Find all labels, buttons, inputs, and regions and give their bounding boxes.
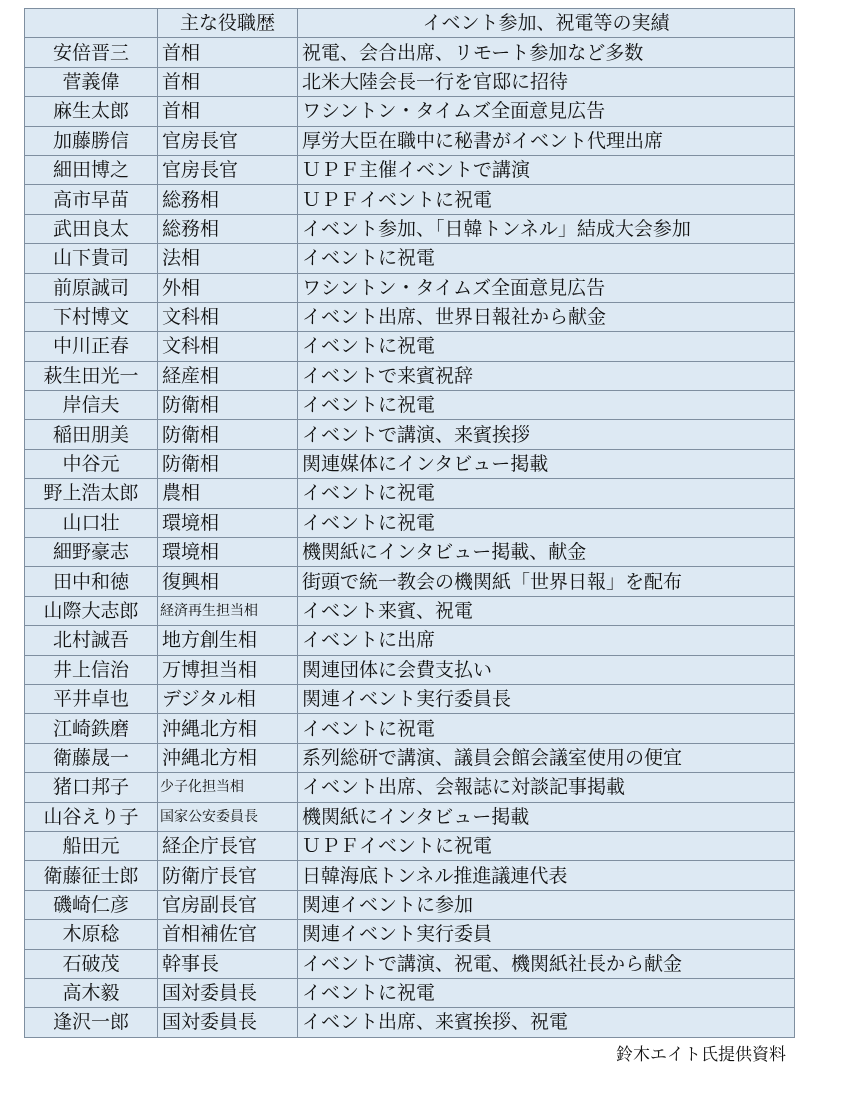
table-row — [25, 361, 795, 390]
table-row — [25, 126, 795, 155]
name-cell: 武田良太 — [25, 214, 158, 243]
name-cell: 江崎鉄磨 — [25, 714, 158, 743]
name-cell: 船田元 — [25, 831, 158, 860]
table-row — [25, 391, 795, 420]
name-cell: 中谷元 — [25, 449, 158, 478]
activity-cell: 厚労大臣在職中に秘書がイベント代理出席 — [298, 126, 795, 155]
role-cell: 少子化担当相 — [158, 773, 298, 802]
role-cell: 官房長官 — [158, 155, 298, 184]
name-cell: 細野豪志 — [25, 538, 158, 567]
role-cell: 防衛相 — [158, 420, 298, 449]
activity-cell: イベントで来賓祝辞 — [298, 361, 795, 390]
table-row — [25, 97, 795, 126]
activity-cell: イベント参加、「日韓トンネル」結成大会参加 — [298, 214, 795, 243]
table-row — [25, 655, 795, 684]
activity-cell: 関連イベント実行委員長 — [298, 684, 795, 713]
name-cell: 中川正春 — [25, 332, 158, 361]
activity-cell: イベントに出席 — [298, 626, 795, 655]
name-cell: 前原誠司 — [25, 273, 158, 302]
role-cell: 復興相 — [158, 567, 298, 596]
role-cell: 法相 — [158, 244, 298, 273]
name-cell: 山下貴司 — [25, 244, 158, 273]
role-cell: 環境相 — [158, 508, 298, 537]
table-row — [25, 802, 795, 831]
activity-cell: 関連イベント実行委員 — [298, 920, 795, 949]
header-activity: イベント参加、祝電等の実績 — [298, 9, 795, 38]
activity-cell: イベントで講演、来賓挨拶 — [298, 420, 795, 449]
role-cell: 沖縄北方相 — [158, 743, 298, 772]
activity-cell: ワシントン・タイムズ全面意見広告 — [298, 97, 795, 126]
name-cell: 岸信夫 — [25, 391, 158, 420]
role-cell: 幹事長 — [158, 949, 298, 978]
activity-cell: 北米大陸会長一行を官邸に招待 — [298, 67, 795, 96]
activity-cell: 祝電、会合出席、リモート参加など多数 — [298, 38, 795, 67]
table-row — [25, 567, 795, 596]
header-name — [25, 9, 158, 38]
table-row — [25, 273, 795, 302]
table-row — [25, 949, 795, 978]
activity-cell: 関連媒体にインタビュー掲載 — [298, 449, 795, 478]
header-role: 主な役職歴 — [158, 9, 298, 38]
name-cell: 石破茂 — [25, 949, 158, 978]
name-cell: 北村誠吾 — [25, 626, 158, 655]
name-cell: 高木毅 — [25, 978, 158, 1007]
role-cell: 文科相 — [158, 332, 298, 361]
activity-cell: ＵＰＦイベントに祝電 — [298, 831, 795, 860]
table-row — [25, 920, 795, 949]
activity-cell: イベントに祝電 — [298, 332, 795, 361]
role-cell: 国家公安委員長 — [158, 802, 298, 831]
table-row — [25, 38, 795, 67]
table-row — [25, 714, 795, 743]
activity-cell: イベント出席、来賓挨拶、祝電 — [298, 1008, 795, 1037]
role-cell: 防衛相 — [158, 391, 298, 420]
role-cell: 防衛相 — [158, 449, 298, 478]
name-cell: 安倍晋三 — [25, 38, 158, 67]
role-cell: 首相補佐官 — [158, 920, 298, 949]
role-cell: 防衛庁長官 — [158, 861, 298, 890]
name-cell: 山口壮 — [25, 508, 158, 537]
source-credit: 鈴木エイト氏提供資料 — [616, 1044, 786, 1065]
table-row — [25, 626, 795, 655]
activity-cell: イベントで講演、祝電、機関紙社長から献金 — [298, 949, 795, 978]
table-row — [25, 449, 795, 478]
table-row — [25, 538, 795, 567]
table-header-row — [25, 9, 795, 38]
role-cell: 首相 — [158, 67, 298, 96]
activity-cell: イベント出席、世界日報社から献金 — [298, 302, 795, 331]
activity-cell: イベント来賓、祝電 — [298, 596, 795, 625]
activity-cell: イベント出席、会報誌に対談記事掲載 — [298, 773, 795, 802]
role-cell: 経産相 — [158, 361, 298, 390]
activity-cell: 街頭で統一教会の機関紙「世界日報」を配布 — [298, 567, 795, 596]
name-cell: 山谷えり子 — [25, 802, 158, 831]
table-row — [25, 861, 795, 890]
role-cell: デジタル相 — [158, 684, 298, 713]
name-cell: 平井卓也 — [25, 684, 158, 713]
name-cell: 木原稔 — [25, 920, 158, 949]
name-cell: 稲田朋美 — [25, 420, 158, 449]
activity-cell: 機関紙にインタビュー掲載、献金 — [298, 538, 795, 567]
activity-cell: ＵＰＦイベントに祝電 — [298, 185, 795, 214]
table-row — [25, 831, 795, 860]
name-cell: 猪口邦子 — [25, 773, 158, 802]
role-cell: 国対委員長 — [158, 1008, 298, 1037]
name-cell: 衛藤征士郎 — [25, 861, 158, 890]
activity-cell: イベントに祝電 — [298, 508, 795, 537]
table-row — [25, 508, 795, 537]
activity-cell: イベントに祝電 — [298, 978, 795, 1007]
activity-cell: 系列総研で講演、議員会館会議室使用の便宜 — [298, 743, 795, 772]
activity-cell: イベントに祝電 — [298, 244, 795, 273]
role-cell: 経企庁長官 — [158, 831, 298, 860]
name-cell: 細田博之 — [25, 155, 158, 184]
role-cell: 総務相 — [158, 214, 298, 243]
table-row — [25, 302, 795, 331]
activity-cell: ワシントン・タイムズ全面意見広告 — [298, 273, 795, 302]
role-cell: 沖縄北方相 — [158, 714, 298, 743]
table-row — [25, 1008, 795, 1037]
role-cell: 首相 — [158, 97, 298, 126]
role-cell: 官房副長官 — [158, 890, 298, 919]
table-row — [25, 155, 795, 184]
table-row — [25, 743, 795, 772]
name-cell: 衛藤晟一 — [25, 743, 158, 772]
table-row — [25, 773, 795, 802]
name-cell: 野上浩太郎 — [25, 479, 158, 508]
name-cell: 萩生田光一 — [25, 361, 158, 390]
name-cell: 加藤勝信 — [25, 126, 158, 155]
role-cell: 地方創生相 — [158, 626, 298, 655]
table-row — [25, 479, 795, 508]
name-cell: 菅義偉 — [25, 67, 158, 96]
name-cell: 麻生太郎 — [25, 97, 158, 126]
activity-cell: 日韓海底トンネル推進議連代表 — [298, 861, 795, 890]
table-row — [25, 332, 795, 361]
role-cell: 国対委員長 — [158, 978, 298, 1007]
name-cell: 井上信治 — [25, 655, 158, 684]
role-cell: 環境相 — [158, 538, 298, 567]
politician-record-table — [24, 8, 795, 1038]
activity-cell: イベントに祝電 — [298, 479, 795, 508]
activity-cell: 関連団体に会費支払い — [298, 655, 795, 684]
table-row — [25, 214, 795, 243]
table-row — [25, 67, 795, 96]
role-cell: 万博担当相 — [158, 655, 298, 684]
name-cell: 田中和徳 — [25, 567, 158, 596]
role-cell: 経済再生担当相 — [158, 596, 298, 625]
name-cell: 高市早苗 — [25, 185, 158, 214]
table-row — [25, 596, 795, 625]
role-cell: 外相 — [158, 273, 298, 302]
table-body — [25, 38, 795, 1037]
role-cell: 総務相 — [158, 185, 298, 214]
activity-cell: 機関紙にインタビュー掲載 — [298, 802, 795, 831]
table-row — [25, 890, 795, 919]
name-cell: 下村博文 — [25, 302, 158, 331]
name-cell: 山際大志郎 — [25, 596, 158, 625]
activity-cell: ＵＰＦ主催イベントで講演 — [298, 155, 795, 184]
table-row — [25, 185, 795, 214]
role-cell: 農相 — [158, 479, 298, 508]
table-row — [25, 684, 795, 713]
document — [24, 8, 794, 1065]
role-cell: 首相 — [158, 38, 298, 67]
role-cell: 官房長官 — [158, 126, 298, 155]
role-cell: 文科相 — [158, 302, 298, 331]
activity-cell: 関連イベントに参加 — [298, 890, 795, 919]
table-row — [25, 420, 795, 449]
table-row — [25, 244, 795, 273]
table-row — [25, 978, 795, 1007]
activity-cell: イベントに祝電 — [298, 391, 795, 420]
name-cell: 逢沢一郎 — [25, 1008, 158, 1037]
name-cell: 磯崎仁彦 — [25, 890, 158, 919]
activity-cell: イベントに祝電 — [298, 714, 795, 743]
